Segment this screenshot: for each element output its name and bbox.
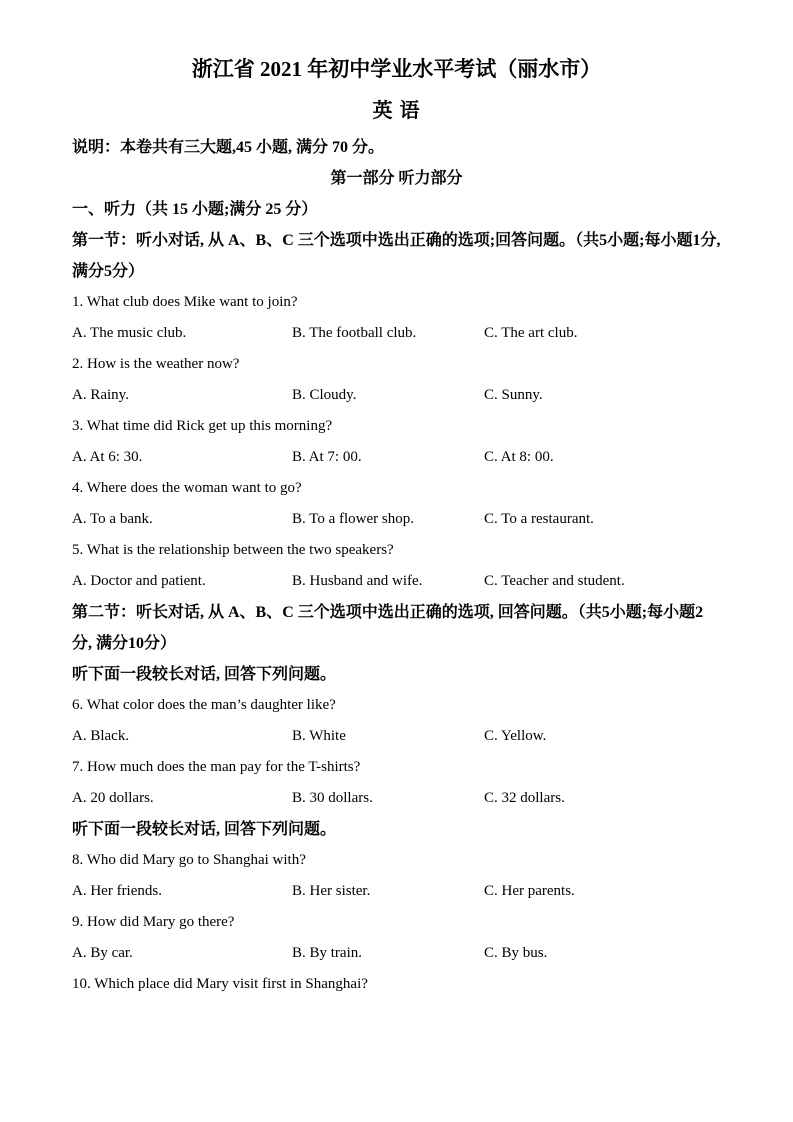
option-c: C. 32 dollars.: [484, 790, 565, 806]
option-c: C. At 8: 00.: [484, 449, 554, 465]
option-b: B. By train.: [292, 945, 362, 961]
subject-title: 英 语: [372, 100, 421, 122]
dialog-prompt: 听下面一段较长对话, 回答下列问题。: [72, 821, 337, 838]
option-b: B. The football club.: [292, 325, 417, 341]
option-b: B. Her sister.: [292, 883, 371, 899]
question-text: 6. What color does the man’s daughter like?: [72, 697, 336, 713]
option-a: A. 20 dollars.: [72, 790, 154, 806]
option-b: B. At 7: 00.: [292, 449, 362, 465]
option-b: B. 30 dollars.: [292, 790, 373, 806]
question-text: 1. What club does Mike want to join?: [72, 294, 298, 310]
option-b: B. To a flower shop.: [292, 511, 414, 527]
option-c: C. Yellow.: [484, 728, 547, 744]
dialog-prompt: 听下面一段较长对话, 回答下列问题。: [72, 666, 337, 683]
option-c: C. The art club.: [484, 325, 578, 341]
option-b: B. Husband and wife.: [292, 573, 423, 589]
option-c: C. Her parents.: [484, 883, 575, 899]
question-text: 5. What is the relationship between the two speakers?: [72, 542, 394, 558]
option-a: A. To a bank.: [72, 511, 153, 527]
question-text: 9. How did Mary go there?: [72, 914, 235, 930]
options-row: [72, 876, 721, 907]
option-a: A. Rainy.: [72, 387, 129, 403]
option-a: A. Her friends.: [72, 883, 162, 899]
section-header: 一、听力（共 15 小题;满分 25 分）: [72, 201, 318, 218]
option-a: A. Doctor and patient.: [72, 573, 206, 589]
options-row: [72, 783, 721, 814]
question-text: 10. Which place did Mary visit first in Shanghai?: [72, 976, 368, 992]
option-b: B. White: [292, 728, 346, 744]
question-text: 8. Who did Mary go to Shanghai with?: [72, 852, 306, 868]
option-c: C. Sunny.: [484, 387, 543, 403]
options-row: [72, 318, 721, 349]
option-a: A. At 6: 30.: [72, 449, 143, 465]
option-c: C. Teacher and student.: [484, 573, 625, 589]
options-row: [72, 504, 721, 535]
option-b: B. Cloudy.: [292, 387, 357, 403]
node1-instruction: 第一节：听小对话, 从 A、B、C 三个选项中选出正确的选项;回答问题。（共5小题;每小题1分, 满分5分）: [72, 232, 721, 280]
options-row: [72, 938, 721, 969]
question-text: 3. What time did Rick get up this morning?: [72, 418, 333, 434]
exam-note: 说明：本卷共有三大题,45 小题, 满分 70 分。: [72, 139, 385, 156]
node2-instruction: 第二节：听长对话, 从 A、B、C 三个选项中选出正确的选项, 回答问题。（共5小题;每小题2分, 满分10分）: [72, 604, 704, 652]
option-c: C. By bus.: [484, 945, 548, 961]
option-a: A. By car.: [72, 945, 133, 961]
question-text: 4. Where does the woman want to go?: [72, 480, 302, 496]
option-a: A. The music club.: [72, 325, 187, 341]
options-row: [72, 442, 721, 473]
options-row: [72, 721, 721, 752]
option-c: C. To a restaurant.: [484, 511, 594, 527]
options-row: [72, 380, 721, 411]
part-header: 第一部分 听力部分: [330, 170, 463, 187]
option-a: A. Black.: [72, 728, 130, 744]
question-text: 7. How much does the man pay for the T-shirts?: [72, 759, 361, 775]
page-title: 浙江省 2021 年初中学业水平考试（丽水市）: [191, 57, 602, 81]
question-text: 2. How is the weather now?: [72, 356, 240, 372]
options-row: [72, 566, 721, 597]
